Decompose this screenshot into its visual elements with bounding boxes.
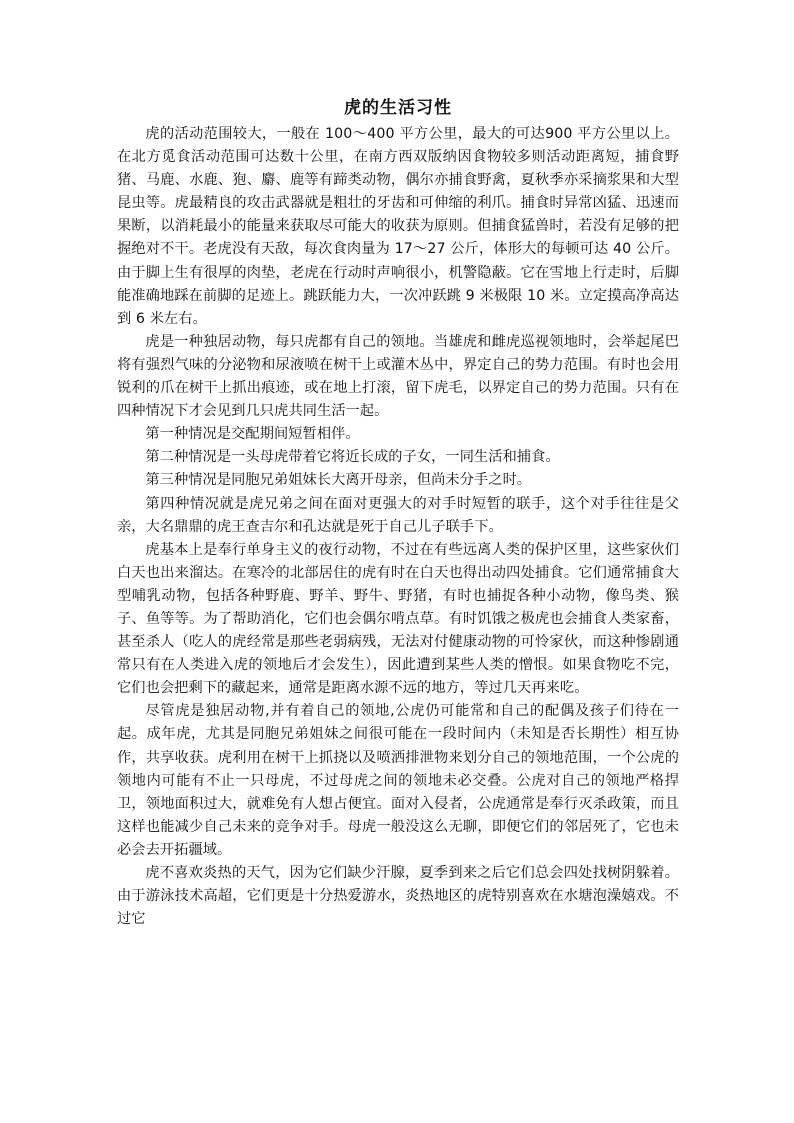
paragraph-heat-swimming: 虎不喜欢炎热的天气，因为它们缺少汗腺，夏季到来之后它们总会四处找树阴躲着。由于游泳技术高超，它们更是十分热爱游水，炎热地区的虎特别喜欢在水塘泡澡嬉戏。不过它 [117,865,679,928]
paragraph-case-three: 第三种情况是同胞兄弟姐妹长大离开母亲，但尚未分手之时。 [145,472,532,489]
paragraph-territory-sharing: 尽管虎是独居动物,并有着自己的领地,公虎仍可能常和自己的配偶及孩子们待在一起。成年虎，尤其是同胞兄弟姐妹之间很可能在一段时间内（未知是否长期性）相互协作，共享收获。虎利用在树干上抓挠以及喷洒排泄物来划分自己的领地范围，一个公虎的领地内可能有不止一只母虎，不过母虎之间的领地未必交叠。公虎对自己的领地严格捍卫，领地面积过大，就难免有人想占便宜。面对入侵者，公虎通常是奉行灭杀政策，而且这样也能减少自己未来的竞争对手。母虎一般没这么无聊，即便它们的邻居死了，它也未必会去开拓疆域。 [117,703,679,858]
paragraph-solitary-territory: 虎是一种独居动物，每只虎都有自己的领地。当雄虎和雌虎巡视领地时，会举起尾巴将有强烈气味的分泌物和尿液喷在树干上或灌木丛中，界定自己的势力范围。有时也会用锐利的爪在树干上抓出痕迹，或在地上打滚，留下虎毛，以界定自己的势力范围。只有在四种情况下才会见到几只虎共同生活一起。 [117,333,679,420]
paragraph-case-four: 第四种情况就是虎兄弟之间在面对更强大的对手时短暂的联手，这个对手往往是父亲，大名鼎鼎的虎王查吉尔和孔达就是死于自己儿子联手下。 [117,495,679,535]
paragraph-case-one: 第一种情况是交配期间短暂相伴。 [145,426,360,443]
document-title: 虎的生活习性 [344,98,452,118]
document-page [117,95,679,931]
paragraph-activity-range: 虎的活动范围较大，一般在 100～400 平方公里，最大的可达900 平方公里以上。在北方觅食活动范围可达数十公里，在南方西双版纳因食物较多则活动距离短，捕食野猪、马鹿、水鹿、狍、麝、鹿等有蹄类动物，偶尔亦捕食野禽，夏秋季亦采摘浆果和大型昆虫等。虎最精良的攻击武器就是粗壮的牙齿和可伸缩的利爪。捕食时异常凶猛、迅速而果断，以消耗最小的能量来获取尽可能大的收获为原则。但捕食猛兽时，若没有足够的把握绝对不干。老虎没有天敌，每次食肉量为 17～27 公斤，体形大的每顿可达 40 公斤。由于脚上生有很厚的肉垫，老虎在行动时声响很小，机警隐蔽。它在雪地上行走时，后脚能准确地踩在前脚的足迹上。跳跃能力大，一次冲跃跳 9 米极限 10 米。立定摸高净高达到 6 米左右。 [117,126,679,327]
paragraph-case-two: 第二种情况是一头母虎带着它将近长成的子女，一同生活和捕食。 [145,449,560,466]
paragraph-nocturnal-hunting: 虎基本上是奉行单身主义的夜行动物，不过在有些远离人类的保护区里，这些家伙们白天也出来溜达。在寒冷的北部居住的虎有时在白天也得出动四处捕食。它们通常捕食大型哺乳动物，包括各种野鹿、野羊、野牛、野猪，有时也捕捉各种小动物，像鸟类、猴子、鱼等等。为了帮助消化，它们也会偶尔啃点草。有时饥饿之极虎也会捕食人类家畜，甚至杀人（吃人的虎经常是那些老弱病残，无法对付健康动物的可怜家伙，而这种惨剧通常只有在人类进入虎的领地后才会发生），因此遭到某些人类的憎恨。如果食物吃不完，它们也会把剩下的藏起来，通常是距离水源不远的地方，等过几天再来吃。 [117,541,679,697]
